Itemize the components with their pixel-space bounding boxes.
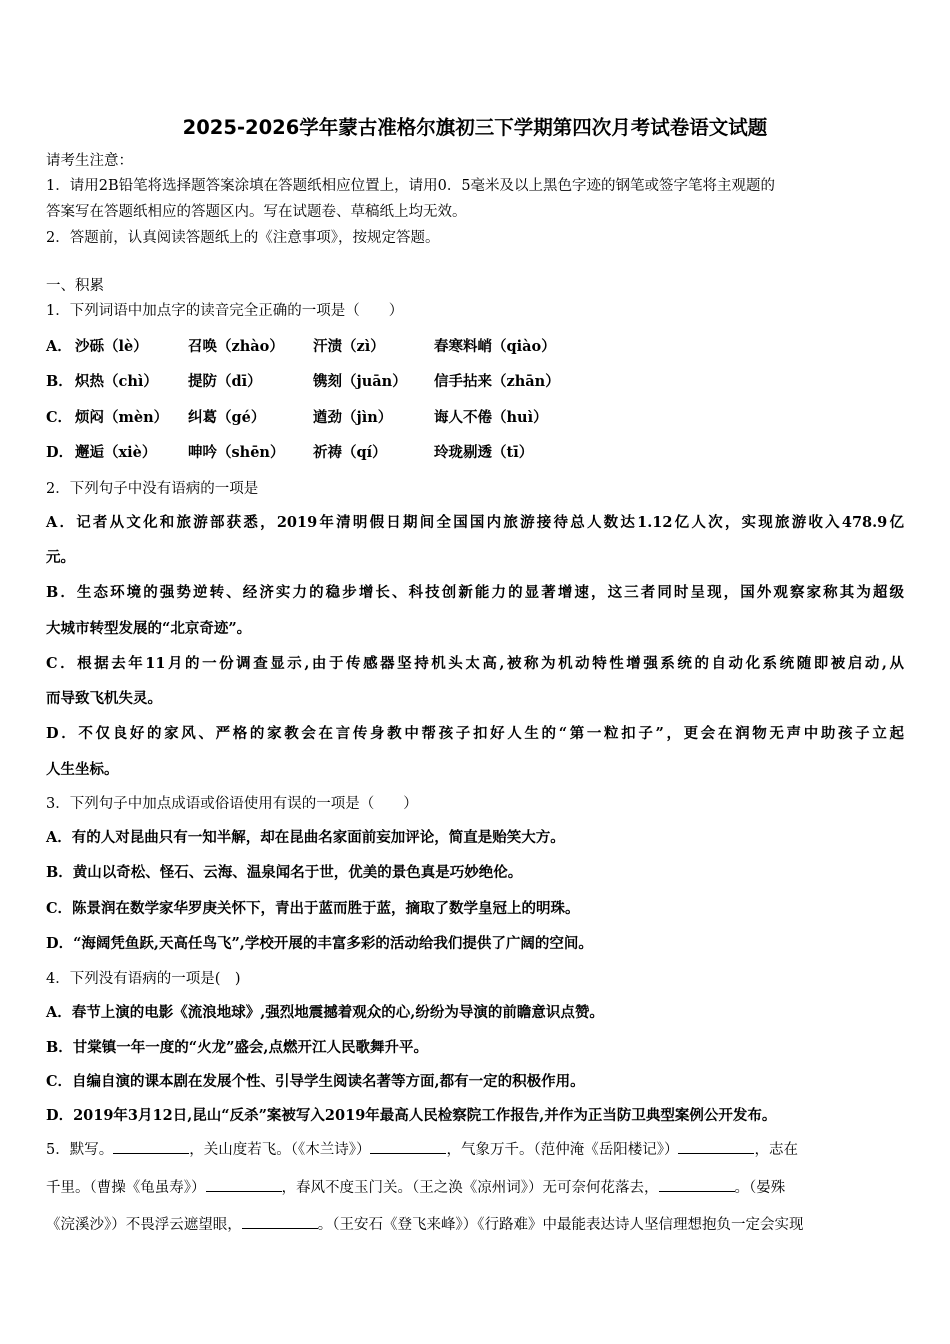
section-heading: 一、积累: [46, 278, 104, 294]
option-term: 呻吟（shēn）: [188, 444, 285, 461]
option-term: 纠葛（gé）: [188, 409, 266, 426]
option-term: 烦闷（mèn）: [75, 409, 169, 426]
notice-heading: 请考生注意：: [46, 153, 133, 169]
answer-blank[interactable]: [206, 1178, 282, 1192]
question-2-option-b-line-2: 大城市转型发展的“北京奇迹”。: [46, 620, 252, 637]
question-1-stem: 1．下列词语中加点字的读音完全正确的一项是（ ）: [46, 303, 404, 319]
question-5-line-3: 《浣溪沙》）不畏浮云遮望眼， 。（王安石《登飞来峰》）《行路难》中最能表达诗人坚信理想抱负一定会实现: [46, 1217, 804, 1233]
question-2-option-b-line-1: B．生态环境的强势逆转、经济实力的稳步增长、科技创新能力的显著增速，这三者同时呈现，国外观察家称其为超级: [46, 584, 904, 601]
notice-line-1: 1．请用2B铅笔将选择题答案涂填在答题纸相应位置上，请用0．5毫米及以上黑色字迹的钢笔或签字笔将主观题的: [46, 178, 776, 194]
option-term: 邂逅（xiè）: [75, 444, 157, 461]
question-2-option-d-line-1: D．不仅良好的家风、严格的家教会在言传身教中帮孩子扣好人生的“第一粒扣子”，更会在润物无声中助孩子立起: [46, 725, 904, 742]
question-3-option-a: A．有的人对昆曲只有一知半解，却在昆曲名家面前妄加评论，简直是贻笑大方。: [46, 829, 565, 846]
answer-blank[interactable]: [659, 1178, 735, 1192]
question-3-stem: 3．下列句子中加点成语或俗语使用有误的一项是（ ）: [46, 796, 418, 812]
question-5-line-1: 5．默写。 ，关山度若飞。（《木兰诗》） ，气象万千。（范仲淹《岳阳楼记》） ，志在: [46, 1142, 798, 1158]
question-4-stem: 4．下列没有语病的一项是( ): [46, 971, 241, 987]
question-2-option-a-line-2: 元。: [46, 549, 75, 566]
option-term: 提防（dī）: [188, 373, 262, 390]
option-term: 炽热（chì）: [75, 373, 158, 390]
option-term: 沙砾（lè）: [75, 338, 148, 355]
option-term: 遒劲（jìn）: [313, 409, 393, 426]
option-term: 召唤（zhào）: [188, 338, 284, 355]
question-4-option-c: C．自编自演的课本剧在发展个性、引导学生阅读名著等方面,都有一定的积极作用。: [46, 1073, 585, 1090]
notice-line-2: 答案写在答题纸相应的答题区内。写在试题卷、草稿纸上均无效。: [46, 204, 467, 220]
answer-blank[interactable]: [242, 1215, 318, 1229]
page-title: 2025-2026学年蒙古准格尔旗初三下学期第四次月考试卷语文试题: [182, 116, 768, 139]
option-term: 祈祷（qí）: [313, 444, 387, 461]
question-2-option-c-line-2: 而导致飞机失灵。: [46, 690, 162, 707]
answer-blank[interactable]: [113, 1140, 189, 1154]
question-2-stem: 2．下列句子中没有语病的一项是: [46, 481, 259, 497]
question-2-option-a-line-1: A．记者从文化和旅游部获悉，2019年清明假日期间全国国内旅游接待总人数达1.12亿人次，实现旅游收入478.9亿: [46, 514, 904, 531]
question-3-option-d: D．“海阔凭鱼跃,天高任鸟飞”,学校开展的丰富多彩的活动给我们提供了广阔的空间。: [46, 935, 593, 952]
question-4-option-b: B．甘棠镇一年一度的“火龙”盛会,点燃开江人民歌舞升平。: [46, 1039, 428, 1056]
question-2-option-c-line-1: C．根据去年11月的一份调查显示,由于传感器坚持机头太高,被称为机动特性增强系统的自动化系统随即被启动,从: [46, 655, 904, 672]
option-term: 春寒料峭（qiào）: [434, 338, 556, 355]
question-5-line-2: 千里。（曹操《龟虽寿》） ，春风不度玉门关。（王之涣《凉州词》）无可奈何花落去， 。（晏殊: [46, 1180, 786, 1196]
option-term: 玲珑剔透（tī）: [434, 444, 534, 461]
answer-blank[interactable]: [370, 1140, 446, 1154]
option-term: 镌刻（juān）: [313, 373, 407, 390]
question-3-option-c: C．陈景润在数学家华罗庚关怀下，青出于蓝而胜于蓝，摘取了数学皇冠上的明珠。: [46, 900, 580, 917]
notice-line-3: 2．答题前，认真阅读答题纸上的《注意事项》，按规定答题。: [46, 230, 440, 246]
option-term: 信手拈来（zhān）: [434, 373, 560, 390]
question-2-option-d-line-2: 人生坐标。: [46, 761, 119, 778]
question-4-option-d: D．2019年3月12日,昆山“反杀”案被写入2019年最高人民检察院工作报告,并作为正当防卫典型案例公开发布。: [46, 1107, 777, 1124]
question-3-option-b: B．黄山以奇松、怪石、云海、温泉闻名于世，优美的景色真是巧妙绝伦。: [46, 864, 523, 881]
exam-page: 2025-2026学年蒙古准格尔旗初三下学期第四次月考试卷语文试题 请考生注意： 1．请用2B铅笔将选择题答案涂填在答题纸相应位置上，请用0．5毫米及以上黑色字迹的钢笔或签字笔将主观题的 答案写在答题纸相应的答题区内。写在试题卷、草稿纸上均无效。 2．答题前，认真阅读答题纸上的《注意事项》，按规定答题。 一、积累 1．下列词语中加点字的读音完全正确的一项是（ ） A． 沙砾（lè） 召唤（zhào） 汗渍（zì） 春寒料峭（qiào） B． 炽热（chì） 提防（dī） 镌刻（juān） 信手拈来（zhān） C． 烦闷（mèn） 纠葛（gé） 遒劲（jìn） 诲人不倦（huì） D． 邂逅（xiè） 呻吟（shēn） 祈祷（qí） 玲珑剔透（tī） 2．下列句子中没有语病的一项是 A．记者从文化和旅游部获悉，2019年清明假日期间全国国内旅游接待总人数达1.12亿人次，实现旅游收入478.9亿 元。 B．生态环境的强势逆转、经济实力的稳步增长、科技创新能力的显著增速，这三者同时呈现，国外观察家称其为超级 大城市转型发展的“北京奇迹”。 C．根据去年11月的一份调查显示,由于传感器坚持机头太高,被称为机动特性增强系统的自动化系统随即被启动,从 而导致飞机失灵。 D．不仅良好的家风、严格的家教会在言传身教中帮孩子扣好人生的“第一粒扣子”，更会在润物无声中助孩子立起 人生坐标。 3．下列句子中加点成语或俗语使用有误的一项是（ ） A．有的人对昆曲只有一知半解，却在昆曲名家面前妄加评论，简直是贻笑大方。 B．黄山以奇松、怪石、云海、温泉闻名于世，优美的景色真是巧妙绝伦。 C．陈景润在数学家华罗庚关怀下，青出于蓝而胜于蓝，摘取了数学皇冠上的明珠。 D．“海阔凭鱼跃,天高任鸟飞”,学校开展的丰富多彩的活动给我们提供了广阔的空间。 4．下列没有语病的一项是( ) A．春节上演的电影《流浪地球》,强烈地震撼着观众的心,纷纷为导演的前瞻意识点赞。 B．甘棠镇一年一度的“火龙”盛会,点燃开江人民歌舞升平。 C．自编自演的课本剧在发展个性、引导学生阅读名著等方面,都有一定的积极作用。 D．2019年3月12日,昆山“反杀”案被写入2019年最高人民检察院工作报告,并作为正当防卫典型案例公开发布。 5．默写。 ，关山度若飞。（《木兰诗》） ，气象万千。（范仲淹《岳阳楼记》） ，志在 千里。（曹操《龟虽寿》） ，春风不度玉门关。（王之涣《凉州词》）无可奈何花落去， 。（晏殊 《浣溪沙》）不畏浮云遮望眼， 。（王安石《登飞来峰》）《行路难》中最能表达诗人坚信理想抱负一定会实现: [0, 0, 950, 1344]
question-4-option-a: A．春节上演的电影《流浪地球》,强烈地震撼着观众的心,纷纷为导演的前瞻意识点赞。: [46, 1004, 604, 1021]
answer-blank[interactable]: [678, 1140, 754, 1154]
option-term: 诲人不倦（huì）: [434, 409, 548, 426]
option-term: 汗渍（zì）: [313, 338, 385, 355]
